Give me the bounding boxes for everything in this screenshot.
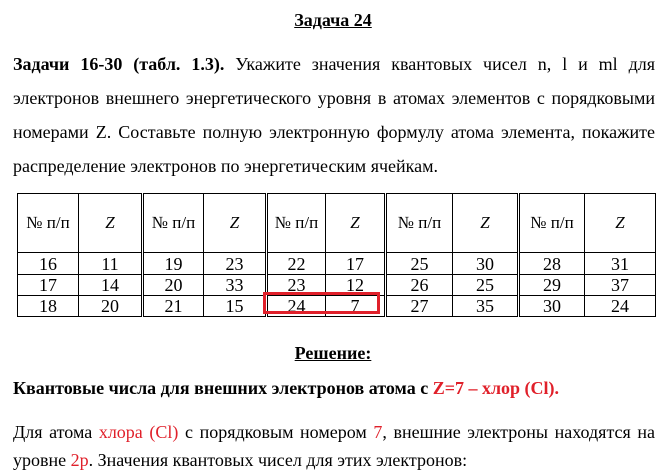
table-cell: 20: [79, 295, 143, 316]
table-cell: 24: [585, 295, 656, 316]
table-cell: 28: [519, 253, 585, 274]
table-cell: 15: [204, 295, 267, 316]
table-row: [18, 253, 656, 274]
table-cell: 27: [386, 295, 453, 316]
table-cell-selected-z: 7: [326, 295, 386, 316]
table-cell: 20: [143, 274, 204, 295]
table-cell: 18: [18, 295, 79, 316]
table-cell: 30: [453, 253, 519, 274]
table-cell: 12: [326, 274, 386, 295]
para-text: Для атома: [13, 422, 99, 442]
table-cell: 25: [453, 274, 519, 295]
table-header-row: [18, 194, 656, 253]
solution-title: Решение:: [294, 343, 372, 363]
table-cell: 21: [143, 295, 204, 316]
quantum-heading-element: Z=7 – хлор (Cl).: [432, 378, 560, 398]
header-z: Z: [326, 194, 386, 253]
table-cell: 16: [18, 253, 79, 274]
header-z: Z: [79, 194, 143, 253]
solution-paragraph: [13, 418, 655, 474]
table-cell: 35: [453, 295, 519, 316]
table-cell: 19: [143, 253, 204, 274]
para-text: , внешние электроны находятся на уровне: [13, 422, 656, 470]
header-z: Z: [204, 194, 267, 253]
table-cell: 29: [519, 274, 585, 295]
quantum-heading-prefix: Квантовые числа для внешних электронов атома с: [13, 378, 433, 398]
header-z: Z: [453, 194, 519, 253]
header-num: № п/п: [18, 194, 79, 253]
para-atomic-number: 7: [373, 422, 383, 442]
table-cell: 37: [585, 274, 656, 295]
table-cell: 11: [79, 253, 143, 274]
task-lead: Задачи 16-30 (табл. 1.3).: [13, 54, 225, 74]
table-cell: 33: [204, 274, 267, 295]
header-num: № п/п: [386, 194, 453, 253]
para-text: с порядковым номером: [178, 422, 374, 442]
table-cell: 23: [204, 253, 267, 274]
quantum-heading: [13, 378, 663, 399]
table-cell: 17: [326, 253, 386, 274]
para-sublevel: 2p: [70, 450, 89, 470]
para-element-name: хлора (Cl): [98, 422, 179, 442]
header-z: Z: [585, 194, 656, 253]
table-cell: 17: [18, 274, 79, 295]
table-cell: 31: [585, 253, 656, 274]
table-cell: 22: [267, 253, 326, 274]
task-text: Укажите значения квантовых чисел n, l и ml для электронов внешнего энергетического уровня в атомах элементов с порядковыми номерами Z. Составьте полную электронную формулу атома элемента, покажите распределение электронов по энергетическим ячейкам.: [13, 54, 656, 176]
header-num: № п/п: [267, 194, 326, 253]
table-cell-selected-num: 24: [267, 295, 326, 316]
header-num: № п/п: [143, 194, 204, 253]
table-cell: 26: [386, 274, 453, 295]
task-description: [13, 47, 655, 183]
task-title: Задача 24: [294, 10, 372, 30]
header-num: № п/п: [519, 194, 585, 253]
table-cell: 30: [519, 295, 585, 316]
table-cell: 23: [267, 274, 326, 295]
table-cell: 14: [79, 274, 143, 295]
para-text: . Значения квантовых чисел для этих электронов:: [88, 450, 468, 470]
table-cell: 25: [386, 253, 453, 274]
selected-task-highlight: [263, 292, 380, 314]
